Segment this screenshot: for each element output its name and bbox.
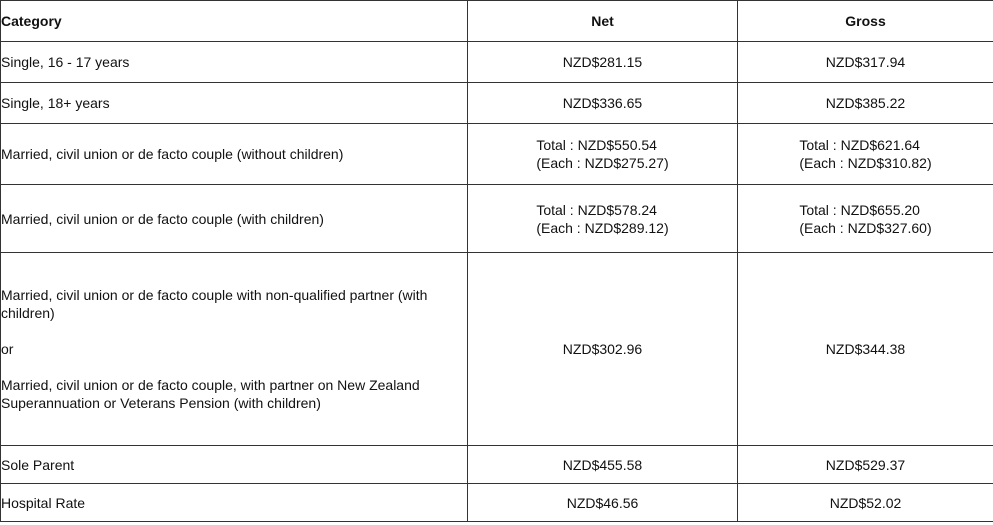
net-value-pair [536,136,668,172]
net-cell: NZD$302.96 [468,253,738,446]
net-cell: NZD$455.58 [468,446,738,484]
gross-cell [738,124,993,185]
category-cell [1,253,468,446]
table-row [1,446,993,484]
net-cell: NZD$46.56 [468,484,738,522]
table-header-row [1,1,993,42]
gross-total: Total : NZD$655.20 [799,201,920,218]
gross-value-pair [799,136,931,172]
net-cell: NZD$281.15 [468,42,738,83]
gross-value-pair [799,201,931,237]
header-net: Net [468,1,738,42]
table-row [1,185,993,253]
gross-each: (Each : NZD$327.60) [799,219,932,236]
gross-each: (Each : NZD$310.82) [799,155,932,171]
net-each: (Each : NZD$289.12) [536,219,669,236]
gross-total: Total : NZD$621.64 [799,137,920,153]
table-row [1,42,993,83]
net-total: Total : NZD$550.54 [536,137,657,153]
category-cell: Hospital Rate [1,484,468,522]
gross-cell: NZD$529.37 [738,446,993,484]
category-cell: Single, 16 - 17 years [1,42,468,83]
gross-cell: NZD$344.38 [738,253,993,446]
gross-cell: NZD$385.22 [738,83,993,124]
net-each: (Each : NZD$275.27) [536,155,669,171]
line-gap [1,358,467,376]
category-part2: Married, civil union or de facto couple, with partner on New Zealand Superannuation or Veterans Pension (with children) [1,377,420,411]
net-cell: NZD$336.65 [468,83,738,124]
net-value-pair [536,201,668,237]
header-gross: Gross [738,1,993,42]
line-gap [1,322,467,340]
net-cell [468,185,738,253]
gross-cell [738,185,993,253]
net-cell [468,124,738,185]
gross-cell: NZD$52.02 [738,484,993,522]
category-cell: Married, civil union or de facto couple (without children) [1,124,468,185]
gross-cell: NZD$317.94 [738,42,993,83]
table-row [1,484,993,522]
table-row [1,124,993,185]
category-or: or [1,341,14,357]
table-row [1,83,993,124]
category-cell: Sole Parent [1,446,468,484]
category-cell: Married, civil union or de facto couple (with children) [1,185,468,253]
category-part1: Married, civil union or de facto couple with non-qualified partner (with children) [1,287,428,321]
header-category: Category [1,1,468,42]
net-total: Total : NZD$578.24 [536,201,657,218]
table-row [1,253,993,446]
category-cell: Single, 18+ years [1,83,468,124]
